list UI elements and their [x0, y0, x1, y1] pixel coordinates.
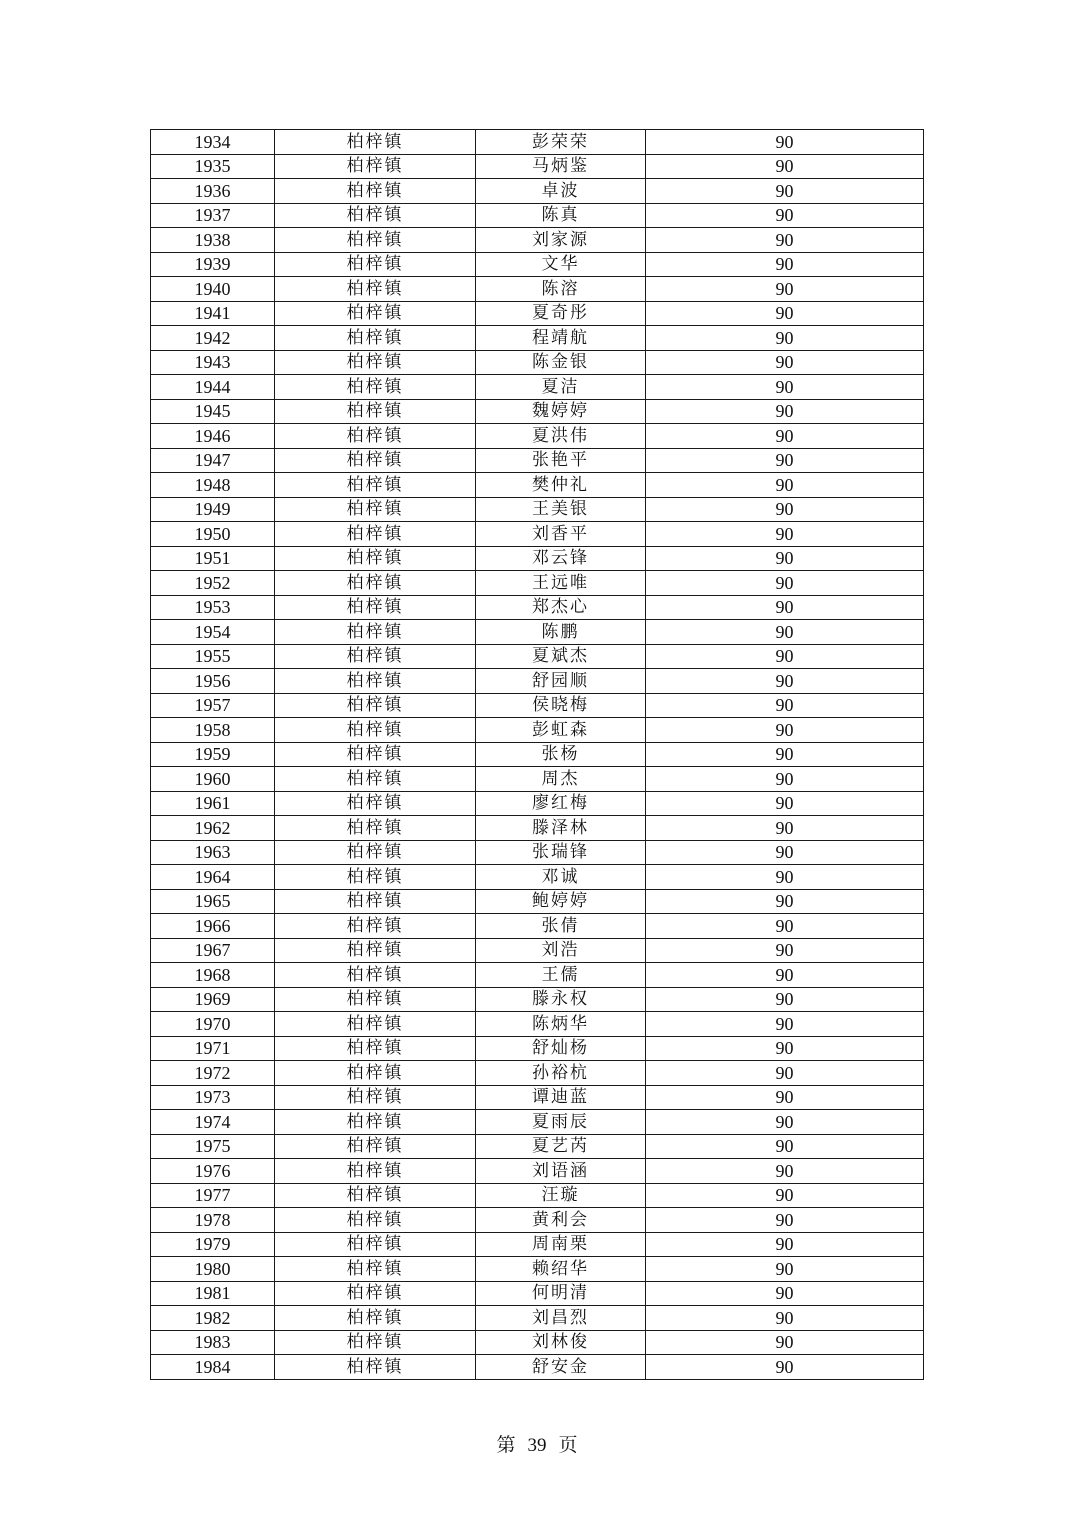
cell-score: 90 [646, 1061, 924, 1086]
cell-score: 90 [646, 375, 924, 400]
table-row [151, 865, 924, 890]
cell-score: 90 [646, 1012, 924, 1037]
cell-town: 柏梓镇 [275, 816, 476, 841]
table-row [151, 1257, 924, 1282]
cell-name: 汪璇 [476, 1183, 646, 1208]
cell-town: 柏梓镇 [275, 595, 476, 620]
table-row [151, 718, 924, 743]
cell-score: 90 [646, 228, 924, 253]
cell-number: 1971 [151, 1036, 275, 1061]
cell-town: 柏梓镇 [275, 1183, 476, 1208]
cell-score: 90 [646, 301, 924, 326]
cell-score: 90 [646, 1355, 924, 1380]
cell-score: 90 [646, 987, 924, 1012]
cell-town: 柏梓镇 [275, 1110, 476, 1135]
cell-number: 1938 [151, 228, 275, 253]
cell-name: 陈真 [476, 203, 646, 228]
cell-score: 90 [646, 1183, 924, 1208]
cell-score: 90 [646, 1208, 924, 1233]
cell-town: 柏梓镇 [275, 1159, 476, 1184]
cell-number: 1963 [151, 840, 275, 865]
cell-name: 谭迪蓝 [476, 1085, 646, 1110]
cell-score: 90 [646, 1306, 924, 1331]
cell-town: 柏梓镇 [275, 399, 476, 424]
cell-town: 柏梓镇 [275, 644, 476, 669]
cell-number: 1949 [151, 497, 275, 522]
table-row [151, 1306, 924, 1331]
table-row [151, 889, 924, 914]
cell-number: 1966 [151, 914, 275, 939]
page-number: 39 [527, 1435, 547, 1456]
cell-name: 刘昌烈 [476, 1306, 646, 1331]
cell-town: 柏梓镇 [275, 228, 476, 253]
cell-number: 1936 [151, 179, 275, 204]
table-row [151, 424, 924, 449]
cell-town: 柏梓镇 [275, 1012, 476, 1037]
cell-score: 90 [646, 350, 924, 375]
cell-number: 1969 [151, 987, 275, 1012]
cell-town: 柏梓镇 [275, 571, 476, 596]
roster-table [150, 129, 924, 1380]
cell-name: 周南栗 [476, 1232, 646, 1257]
cell-score: 90 [646, 865, 924, 890]
cell-name: 刘家源 [476, 228, 646, 253]
table-row [151, 154, 924, 179]
table-row [151, 987, 924, 1012]
table-row [151, 1134, 924, 1159]
cell-number: 1959 [151, 742, 275, 767]
cell-number: 1962 [151, 816, 275, 841]
cell-score: 90 [646, 179, 924, 204]
cell-name: 陈炳华 [476, 1012, 646, 1037]
cell-name: 张杨 [476, 742, 646, 767]
cell-number: 1958 [151, 718, 275, 743]
cell-town: 柏梓镇 [275, 1036, 476, 1061]
cell-name: 廖红梅 [476, 791, 646, 816]
cell-score: 90 [646, 816, 924, 841]
table-row [151, 179, 924, 204]
cell-name: 夏艺芮 [476, 1134, 646, 1159]
cell-score: 90 [646, 1257, 924, 1282]
cell-name: 孙裕杭 [476, 1061, 646, 1086]
cell-number: 1970 [151, 1012, 275, 1037]
table-row [151, 914, 924, 939]
cell-name: 夏洪伟 [476, 424, 646, 449]
cell-name: 王远唯 [476, 571, 646, 596]
table-row [151, 277, 924, 302]
cell-score: 90 [646, 130, 924, 155]
cell-town: 柏梓镇 [275, 473, 476, 498]
table-row [151, 1281, 924, 1306]
cell-number: 1937 [151, 203, 275, 228]
cell-score: 90 [646, 914, 924, 939]
cell-town: 柏梓镇 [275, 791, 476, 816]
cell-town: 柏梓镇 [275, 865, 476, 890]
cell-number: 1965 [151, 889, 275, 914]
cell-name: 王儒 [476, 963, 646, 988]
cell-score: 90 [646, 1110, 924, 1135]
table-row [151, 840, 924, 865]
cell-town: 柏梓镇 [275, 277, 476, 302]
cell-name: 卓波 [476, 179, 646, 204]
page-footer [0, 1430, 1074, 1457]
cell-number: 1968 [151, 963, 275, 988]
cell-name: 赖绍华 [476, 1257, 646, 1282]
cell-score: 90 [646, 497, 924, 522]
cell-name: 舒园顺 [476, 669, 646, 694]
table-row [151, 791, 924, 816]
table-row [151, 301, 924, 326]
cell-town: 柏梓镇 [275, 1306, 476, 1331]
cell-town: 柏梓镇 [275, 1134, 476, 1159]
cell-name: 舒灿杨 [476, 1036, 646, 1061]
cell-number: 1951 [151, 546, 275, 571]
cell-score: 90 [646, 693, 924, 718]
cell-town: 柏梓镇 [275, 203, 476, 228]
cell-town: 柏梓镇 [275, 889, 476, 914]
cell-number: 1982 [151, 1306, 275, 1331]
table-row [151, 767, 924, 792]
cell-town: 柏梓镇 [275, 448, 476, 473]
table-row [151, 595, 924, 620]
cell-number: 1953 [151, 595, 275, 620]
cell-number: 1981 [151, 1281, 275, 1306]
cell-name: 程靖航 [476, 326, 646, 351]
cell-number: 1978 [151, 1208, 275, 1233]
cell-name: 魏婷婷 [476, 399, 646, 424]
cell-town: 柏梓镇 [275, 669, 476, 694]
cell-number: 1934 [151, 130, 275, 155]
cell-number: 1942 [151, 326, 275, 351]
cell-name: 滕永权 [476, 987, 646, 1012]
table-row [151, 1159, 924, 1184]
cell-score: 90 [646, 399, 924, 424]
cell-number: 1976 [151, 1159, 275, 1184]
cell-number: 1945 [151, 399, 275, 424]
cell-town: 柏梓镇 [275, 1330, 476, 1355]
cell-score: 90 [646, 252, 924, 277]
cell-score: 90 [646, 1134, 924, 1159]
cell-number: 1974 [151, 1110, 275, 1135]
cell-name: 周杰 [476, 767, 646, 792]
table-row [151, 228, 924, 253]
cell-town: 柏梓镇 [275, 301, 476, 326]
cell-name: 陈溶 [476, 277, 646, 302]
table-row [151, 326, 924, 351]
cell-score: 90 [646, 154, 924, 179]
table-row [151, 473, 924, 498]
cell-town: 柏梓镇 [275, 718, 476, 743]
cell-score: 90 [646, 669, 924, 694]
cell-score: 90 [646, 448, 924, 473]
cell-number: 1940 [151, 277, 275, 302]
cell-score: 90 [646, 1281, 924, 1306]
cell-name: 滕泽林 [476, 816, 646, 841]
cell-number: 1964 [151, 865, 275, 890]
cell-town: 柏梓镇 [275, 350, 476, 375]
cell-score: 90 [646, 620, 924, 645]
cell-town: 柏梓镇 [275, 424, 476, 449]
cell-number: 1957 [151, 693, 275, 718]
cell-score: 90 [646, 1159, 924, 1184]
cell-name: 邓诚 [476, 865, 646, 890]
cell-name: 刘浩 [476, 938, 646, 963]
table-row [151, 963, 924, 988]
cell-score: 90 [646, 522, 924, 547]
cell-number: 1955 [151, 644, 275, 669]
table-row [151, 375, 924, 400]
cell-number: 1947 [151, 448, 275, 473]
cell-score: 90 [646, 1330, 924, 1355]
cell-number: 1950 [151, 522, 275, 547]
cell-town: 柏梓镇 [275, 1232, 476, 1257]
table-row [151, 620, 924, 645]
cell-number: 1935 [151, 154, 275, 179]
footer-suffix: 页 [558, 1435, 578, 1456]
cell-number: 1972 [151, 1061, 275, 1086]
cell-score: 90 [646, 644, 924, 669]
cell-town: 柏梓镇 [275, 1257, 476, 1282]
cell-name: 邓云锋 [476, 546, 646, 571]
cell-score: 90 [646, 473, 924, 498]
cell-number: 1973 [151, 1085, 275, 1110]
cell-town: 柏梓镇 [275, 987, 476, 1012]
table-row [151, 1012, 924, 1037]
cell-name: 侯晓梅 [476, 693, 646, 718]
cell-score: 90 [646, 571, 924, 596]
cell-name: 刘林俊 [476, 1330, 646, 1355]
cell-name: 刘语涵 [476, 1159, 646, 1184]
cell-score: 90 [646, 326, 924, 351]
cell-name: 张瑞锋 [476, 840, 646, 865]
table-row [151, 522, 924, 547]
cell-name: 彭荣荣 [476, 130, 646, 155]
cell-number: 1960 [151, 767, 275, 792]
cell-score: 90 [646, 424, 924, 449]
table-row [151, 1110, 924, 1135]
cell-score: 90 [646, 767, 924, 792]
footer-prefix: 第 [496, 1435, 516, 1456]
cell-town: 柏梓镇 [275, 1061, 476, 1086]
cell-town: 柏梓镇 [275, 767, 476, 792]
cell-number: 1980 [151, 1257, 275, 1282]
cell-score: 90 [646, 963, 924, 988]
cell-number: 1961 [151, 791, 275, 816]
table-row [151, 669, 924, 694]
table-row [151, 938, 924, 963]
cell-town: 柏梓镇 [275, 154, 476, 179]
cell-name: 彭虹森 [476, 718, 646, 743]
cell-town: 柏梓镇 [275, 1208, 476, 1233]
cell-name: 郑杰心 [476, 595, 646, 620]
table-row [151, 203, 924, 228]
cell-town: 柏梓镇 [275, 938, 476, 963]
cell-number: 1967 [151, 938, 275, 963]
cell-score: 90 [646, 595, 924, 620]
cell-name: 舒安金 [476, 1355, 646, 1380]
cell-score: 90 [646, 1085, 924, 1110]
cell-town: 柏梓镇 [275, 130, 476, 155]
table-row [151, 571, 924, 596]
table-row [151, 546, 924, 571]
cell-town: 柏梓镇 [275, 326, 476, 351]
cell-score: 90 [646, 889, 924, 914]
table-row [151, 1085, 924, 1110]
cell-name: 刘香平 [476, 522, 646, 547]
cell-name: 张倩 [476, 914, 646, 939]
table-row [151, 742, 924, 767]
table-row [151, 644, 924, 669]
table-row [151, 350, 924, 375]
cell-name: 樊仲礼 [476, 473, 646, 498]
cell-town: 柏梓镇 [275, 1281, 476, 1306]
cell-town: 柏梓镇 [275, 179, 476, 204]
table-row [151, 399, 924, 424]
table-row [151, 1183, 924, 1208]
cell-town: 柏梓镇 [275, 522, 476, 547]
cell-number: 1954 [151, 620, 275, 645]
table-row [151, 1208, 924, 1233]
cell-score: 90 [646, 203, 924, 228]
cell-name: 夏雨辰 [476, 1110, 646, 1135]
cell-number: 1946 [151, 424, 275, 449]
cell-town: 柏梓镇 [275, 546, 476, 571]
cell-name: 陈金银 [476, 350, 646, 375]
cell-name: 夏斌杰 [476, 644, 646, 669]
table-row [151, 693, 924, 718]
cell-number: 1943 [151, 350, 275, 375]
table-row [151, 1036, 924, 1061]
table-row [151, 1061, 924, 1086]
cell-score: 90 [646, 1232, 924, 1257]
cell-town: 柏梓镇 [275, 1355, 476, 1380]
cell-name: 马炳鉴 [476, 154, 646, 179]
cell-score: 90 [646, 742, 924, 767]
cell-number: 1983 [151, 1330, 275, 1355]
cell-name: 夏奇彤 [476, 301, 646, 326]
cell-number: 1984 [151, 1355, 275, 1380]
table-row [151, 252, 924, 277]
table-row [151, 130, 924, 155]
cell-number: 1948 [151, 473, 275, 498]
cell-town: 柏梓镇 [275, 497, 476, 522]
table-row [151, 816, 924, 841]
cell-name: 文华 [476, 252, 646, 277]
cell-town: 柏梓镇 [275, 914, 476, 939]
cell-town: 柏梓镇 [275, 620, 476, 645]
cell-score: 90 [646, 277, 924, 302]
cell-name: 夏洁 [476, 375, 646, 400]
cell-name: 黄利会 [476, 1208, 646, 1233]
cell-name: 王美银 [476, 497, 646, 522]
table-row [151, 497, 924, 522]
cell-number: 1952 [151, 571, 275, 596]
cell-number: 1956 [151, 669, 275, 694]
cell-number: 1979 [151, 1232, 275, 1257]
cell-number: 1941 [151, 301, 275, 326]
table-row [151, 1355, 924, 1380]
cell-town: 柏梓镇 [275, 252, 476, 277]
table-row [151, 448, 924, 473]
cell-name: 鲍婷婷 [476, 889, 646, 914]
cell-number: 1939 [151, 252, 275, 277]
cell-score: 90 [646, 840, 924, 865]
cell-town: 柏梓镇 [275, 963, 476, 988]
cell-score: 90 [646, 1036, 924, 1061]
table-row [151, 1232, 924, 1257]
cell-score: 90 [646, 546, 924, 571]
cell-town: 柏梓镇 [275, 840, 476, 865]
cell-town: 柏梓镇 [275, 375, 476, 400]
cell-number: 1944 [151, 375, 275, 400]
cell-score: 90 [646, 938, 924, 963]
cell-town: 柏梓镇 [275, 1085, 476, 1110]
cell-score: 90 [646, 791, 924, 816]
cell-town: 柏梓镇 [275, 742, 476, 767]
cell-number: 1975 [151, 1134, 275, 1159]
table-row [151, 1330, 924, 1355]
cell-name: 张艳平 [476, 448, 646, 473]
cell-number: 1977 [151, 1183, 275, 1208]
cell-name: 陈鹏 [476, 620, 646, 645]
roster-table-body [151, 130, 924, 1380]
cell-score: 90 [646, 718, 924, 743]
cell-town: 柏梓镇 [275, 693, 476, 718]
cell-name: 何明清 [476, 1281, 646, 1306]
